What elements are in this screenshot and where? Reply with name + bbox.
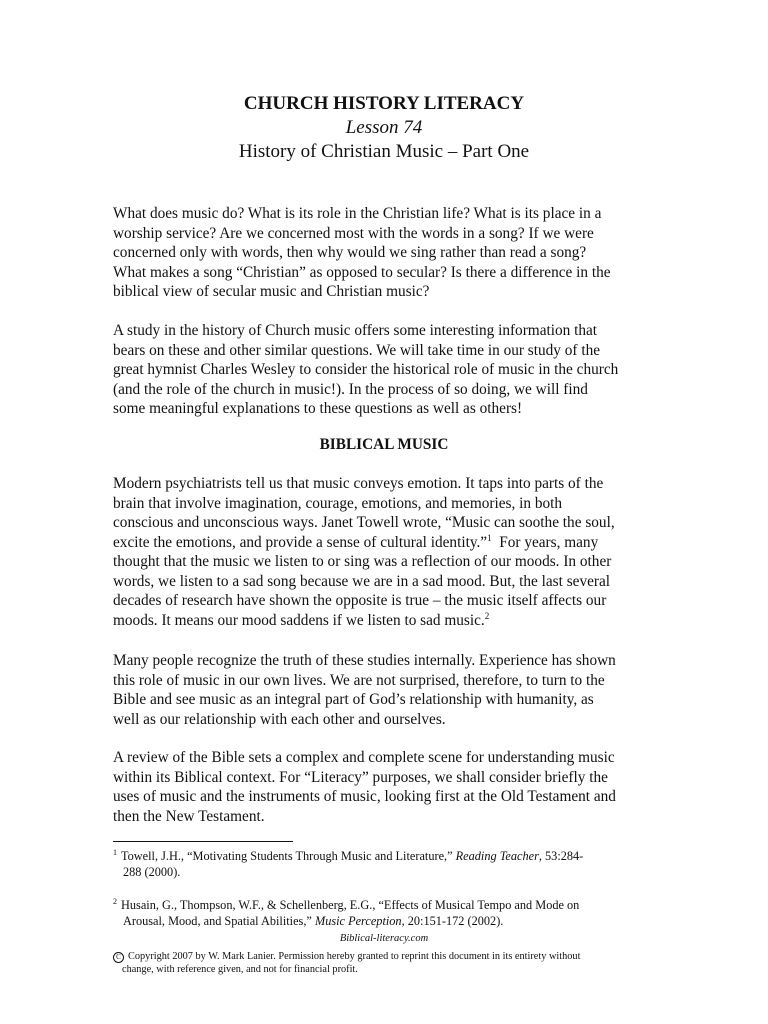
text-line: then the New Testament. xyxy=(113,807,265,825)
copyright-line: change, with reference given, and not for financial profit. xyxy=(122,964,358,975)
text-line: thought that the music we listen to or sing was a reflection of our moods. In other xyxy=(113,553,612,570)
footnote-line xyxy=(113,913,658,929)
text-line: conscious and unconscious ways. Janet Towell wrote, “Music can soothe the soul, xyxy=(113,514,615,531)
copyright-line xyxy=(113,950,657,963)
text-fragment: excite the emotions, and provide a sense of cultural identity.” xyxy=(113,533,488,551)
footnote-text: Arousal, Mood, and Spatial Abilities,” xyxy=(123,914,315,928)
text-line: (and the role of the church in music!). In the process of so doing, we will find xyxy=(113,380,588,398)
text-line: Modern psychiatrists tell us that music conveys emotion. It taps into parts of the xyxy=(113,475,604,492)
copyright-icon: C xyxy=(113,952,124,963)
text-line: within its Biblical context. For “Literacy” purposes, we shall consider briefly the xyxy=(113,768,608,786)
text-line: uses of music and the instruments of music, looking first at the Old Testament and xyxy=(113,788,616,805)
footnote-line xyxy=(113,848,658,864)
footnote-mark: 2 xyxy=(113,897,117,906)
text-line: brain that involve imagination, courage, emotions, and memories, in both xyxy=(113,494,563,512)
footnote-1 xyxy=(113,848,658,880)
footnote-line xyxy=(113,897,658,913)
text-fragment: For years, many xyxy=(491,533,599,551)
text-line: A study in the history of Church music offers some interesting information that xyxy=(113,322,598,339)
journal-title: Reading Teacher xyxy=(455,849,539,863)
text-line: What makes a song “Christian” as opposed to secular? Is there a difference in the xyxy=(113,263,611,281)
paragraph-psychiatrists xyxy=(113,474,656,630)
footnote-mark: 1 xyxy=(113,848,117,857)
footnote-text: Towell, J.H., “Motivating Students Through Music and Literature,” xyxy=(121,849,456,863)
text-line: words, we listen to a sad song because we are in a sad mood. But, the last several xyxy=(113,572,611,590)
paragraph-review xyxy=(113,748,656,826)
footnote-text: , 20:151-172 (2002). xyxy=(401,914,504,928)
text-line: great hymnist Charles Wesley to consider the historical role of music in the church xyxy=(113,361,619,378)
document-title: CHURCH HISTORY LITERACY xyxy=(243,93,525,114)
lesson-subtitle: History of Christian Music – Part One xyxy=(238,141,530,162)
text-line: worship service? Are we concerned most with the words in a song? If we were xyxy=(113,224,594,242)
footnote-line: 288 (2000). xyxy=(123,865,181,879)
text-line xyxy=(113,533,656,553)
text-line xyxy=(113,611,656,631)
journal-title: Music Perception xyxy=(314,914,402,928)
paragraph-study xyxy=(113,321,656,419)
footnote-text: , 53:284- xyxy=(538,849,584,863)
lesson-number: Lesson 74 xyxy=(345,117,423,138)
footnote-ref-1[interactable]: 1 xyxy=(487,532,492,543)
paragraph-recognize xyxy=(113,651,656,729)
text-line: this role of music in our own lives. We are not surprised, therefore, to turn to the xyxy=(113,671,605,689)
footnote-2 xyxy=(113,897,658,929)
footnote-divider xyxy=(113,841,293,842)
document-header xyxy=(0,92,768,164)
paragraph-intro xyxy=(113,204,656,302)
footnote-text: Husain, G., Thompson, W.F., & Schellenberg, E.G., “Effects of Musical Tempo and Mode on xyxy=(121,898,580,912)
copyright-notice xyxy=(113,950,657,976)
text-line: well as our relationship with each other and ourselves. xyxy=(113,710,446,728)
copyright-text: Copyright 2007 by W. Mark Lanier. Permission hereby granted to reprint this document in its entirety without xyxy=(128,951,581,962)
text-fragment: moods. It means our mood saddens if we listen to sad music. xyxy=(113,611,485,629)
footnote-ref-2[interactable]: 2 xyxy=(484,610,490,621)
section-heading: BIBLICAL MUSIC xyxy=(319,436,449,453)
text-line: biblical view of secular music and Christian music? xyxy=(113,283,430,300)
site-url[interactable]: Biblical-literacy.com xyxy=(339,933,429,944)
text-line: Many people recognize the truth of these studies internally. Experience has shown xyxy=(113,652,616,669)
text-line: bears on these and other similar questions. We will take time in our study of the xyxy=(113,341,601,359)
text-line: A review of the Bible sets a complex and complete scene for understanding music xyxy=(113,749,615,766)
text-line: Bible and see music as an integral part of God’s relationship with humanity, as xyxy=(113,691,594,708)
text-line: decades of research have shown the opposite is true – the music itself affects our xyxy=(113,592,607,609)
text-line: some meaningful explanations to these questions as well as others! xyxy=(113,400,523,417)
text-line: What does music do? What is its role in the Christian life? What is its place in a xyxy=(113,205,602,222)
text-line: concerned only with words, then why would we sing rather than read a song? xyxy=(113,244,587,261)
